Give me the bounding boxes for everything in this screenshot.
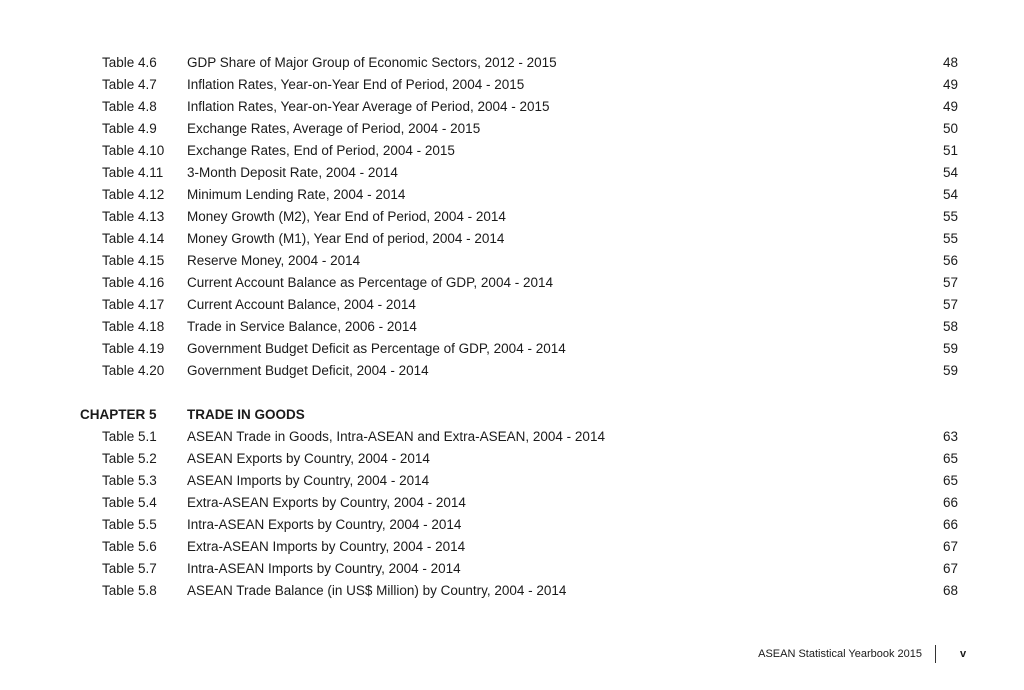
page-number: 66 <box>942 495 958 510</box>
table-number: Table 4.15 <box>102 253 165 268</box>
table-title: Current Account Balance as Percentage of GDP, 2004 - 2014 <box>187 275 553 290</box>
table-title: ASEAN Imports by Country, 2004 - 2014 <box>187 473 430 488</box>
table-number: Table 5.6 <box>102 539 157 554</box>
page-number: 55 <box>942 231 958 246</box>
toc-group-chapter-4 <box>0 52 1024 382</box>
chapter-label: CHAPTER 5 <box>80 407 157 422</box>
table-number: Table 5.2 <box>102 451 157 466</box>
toc-entry <box>0 294 1024 316</box>
table-title: Government Budget Deficit, 2004 - 2014 <box>187 363 429 378</box>
page-number: 57 <box>942 297 958 312</box>
toc-entry <box>0 206 1024 228</box>
footer-title: ASEAN Statistical Yearbook 2015 <box>758 648 922 660</box>
table-title: ASEAN Trade in Goods, Intra-ASEAN and Extra-ASEAN, 2004 - 2014 <box>187 429 605 444</box>
toc-entry <box>0 184 1024 206</box>
table-number: Table 4.16 <box>102 275 165 290</box>
toc-entry <box>0 514 1024 536</box>
table-title: ASEAN Exports by Country, 2004 - 2014 <box>187 451 430 466</box>
table-title: Inflation Rates, Year-on-Year End of Period, 2004 - 2015 <box>187 77 525 92</box>
page-number: 48 <box>942 55 958 70</box>
page-number: 68 <box>942 583 958 598</box>
chapter-heading <box>0 404 1024 426</box>
table-title: Extra-ASEAN Exports by Country, 2004 - 2014 <box>187 495 466 510</box>
table-number: Table 4.8 <box>102 99 157 114</box>
table-number: Table 4.19 <box>102 341 165 356</box>
table-number: Table 4.7 <box>102 77 157 92</box>
page-number: 65 <box>942 451 958 466</box>
toc-entry <box>0 74 1024 96</box>
table-title: Minimum Lending Rate, 2004 - 2014 <box>187 187 406 202</box>
page-number: 57 <box>942 275 958 290</box>
toc-entry <box>0 96 1024 118</box>
table-number: Table 5.1 <box>102 429 157 444</box>
page-number: 50 <box>942 121 958 136</box>
table-title: GDP Share of Major Group of Economic Sectors, 2012 - 2015 <box>187 55 557 70</box>
page-number: 49 <box>942 99 958 114</box>
table-number: Table 4.6 <box>102 55 157 70</box>
table-number: Table 4.12 <box>102 187 165 202</box>
footer-page-number: v <box>960 648 967 660</box>
table-number: Table 4.11 <box>102 165 164 180</box>
table-title: Exchange Rates, End of Period, 2004 - 2015 <box>187 143 455 158</box>
toc-entry <box>0 118 1024 140</box>
page-number: 58 <box>942 319 958 334</box>
table-number: Table 4.9 <box>102 121 157 136</box>
table-number: Table 4.18 <box>102 319 165 334</box>
footer-divider <box>935 645 936 663</box>
table-title: Trade in Service Balance, 2006 - 2014 <box>187 319 417 334</box>
toc-entry <box>0 272 1024 294</box>
toc-entry <box>0 140 1024 162</box>
table-title: Intra-ASEAN Imports by Country, 2004 - 2014 <box>187 561 461 576</box>
toc-group-chapter-5 <box>0 426 1024 602</box>
table-title: ASEAN Trade Balance (in US$ Million) by Country, 2004 - 2014 <box>187 583 567 598</box>
toc-entry <box>0 492 1024 514</box>
table-title: Current Account Balance, 2004 - 2014 <box>187 297 416 312</box>
toc-entry <box>0 558 1024 580</box>
page-number: 54 <box>942 187 958 202</box>
page-number: 51 <box>942 143 958 158</box>
toc-entry <box>0 470 1024 492</box>
page-number: 59 <box>942 363 958 378</box>
table-number: Table 4.10 <box>102 143 165 158</box>
toc-entry <box>0 250 1024 272</box>
table-title: Exchange Rates, Average of Period, 2004 - 2015 <box>187 121 481 136</box>
toc-entry <box>0 52 1024 74</box>
page-number: 67 <box>942 561 958 576</box>
page-footer <box>0 644 1024 664</box>
table-number: Table 4.13 <box>102 209 165 224</box>
toc-entry <box>0 448 1024 470</box>
table-number: Table 5.4 <box>102 495 157 510</box>
table-number: Table 5.5 <box>102 517 157 532</box>
chapter-title: TRADE IN GOODS <box>187 407 305 422</box>
toc-entry <box>0 426 1024 448</box>
page-number: 63 <box>942 429 958 444</box>
table-title: Extra-ASEAN Imports by Country, 2004 - 2014 <box>187 539 466 554</box>
table-number: Table 5.8 <box>102 583 157 598</box>
table-title: Government Budget Deficit as Percentage of GDP, 2004 - 2014 <box>187 341 566 356</box>
toc-entry <box>0 360 1024 382</box>
page-number: 54 <box>942 165 958 180</box>
table-title: Intra-ASEAN Exports by Country, 2004 - 2014 <box>187 517 462 532</box>
table-number: Table 4.20 <box>102 363 165 378</box>
page-number: 66 <box>942 517 958 532</box>
page-number: 65 <box>942 473 958 488</box>
page-number: 59 <box>942 341 958 356</box>
table-number: Table 5.7 <box>102 561 157 576</box>
table-title: Money Growth (M2), Year End of Period, 2004 - 2014 <box>187 209 506 224</box>
page-number: 55 <box>942 209 958 224</box>
table-number: Table 4.14 <box>102 231 165 246</box>
table-of-contents <box>0 52 1024 602</box>
toc-entry <box>0 228 1024 250</box>
page-number: 49 <box>942 77 958 92</box>
table-number: Table 5.3 <box>102 473 157 488</box>
page-number: 67 <box>942 539 958 554</box>
toc-entry <box>0 162 1024 184</box>
table-title: 3-Month Deposit Rate, 2004 - 2014 <box>187 165 398 180</box>
toc-entry <box>0 316 1024 338</box>
table-title: Inflation Rates, Year-on-Year Average of Period, 2004 - 2015 <box>187 99 550 114</box>
toc-entry <box>0 536 1024 558</box>
table-title: Reserve Money, 2004 - 2014 <box>187 253 361 268</box>
toc-entry <box>0 580 1024 602</box>
table-title: Money Growth (M1), Year End of period, 2004 - 2014 <box>187 231 505 246</box>
page-number: 56 <box>942 253 958 268</box>
table-number: Table 4.17 <box>102 297 165 312</box>
toc-entry <box>0 338 1024 360</box>
